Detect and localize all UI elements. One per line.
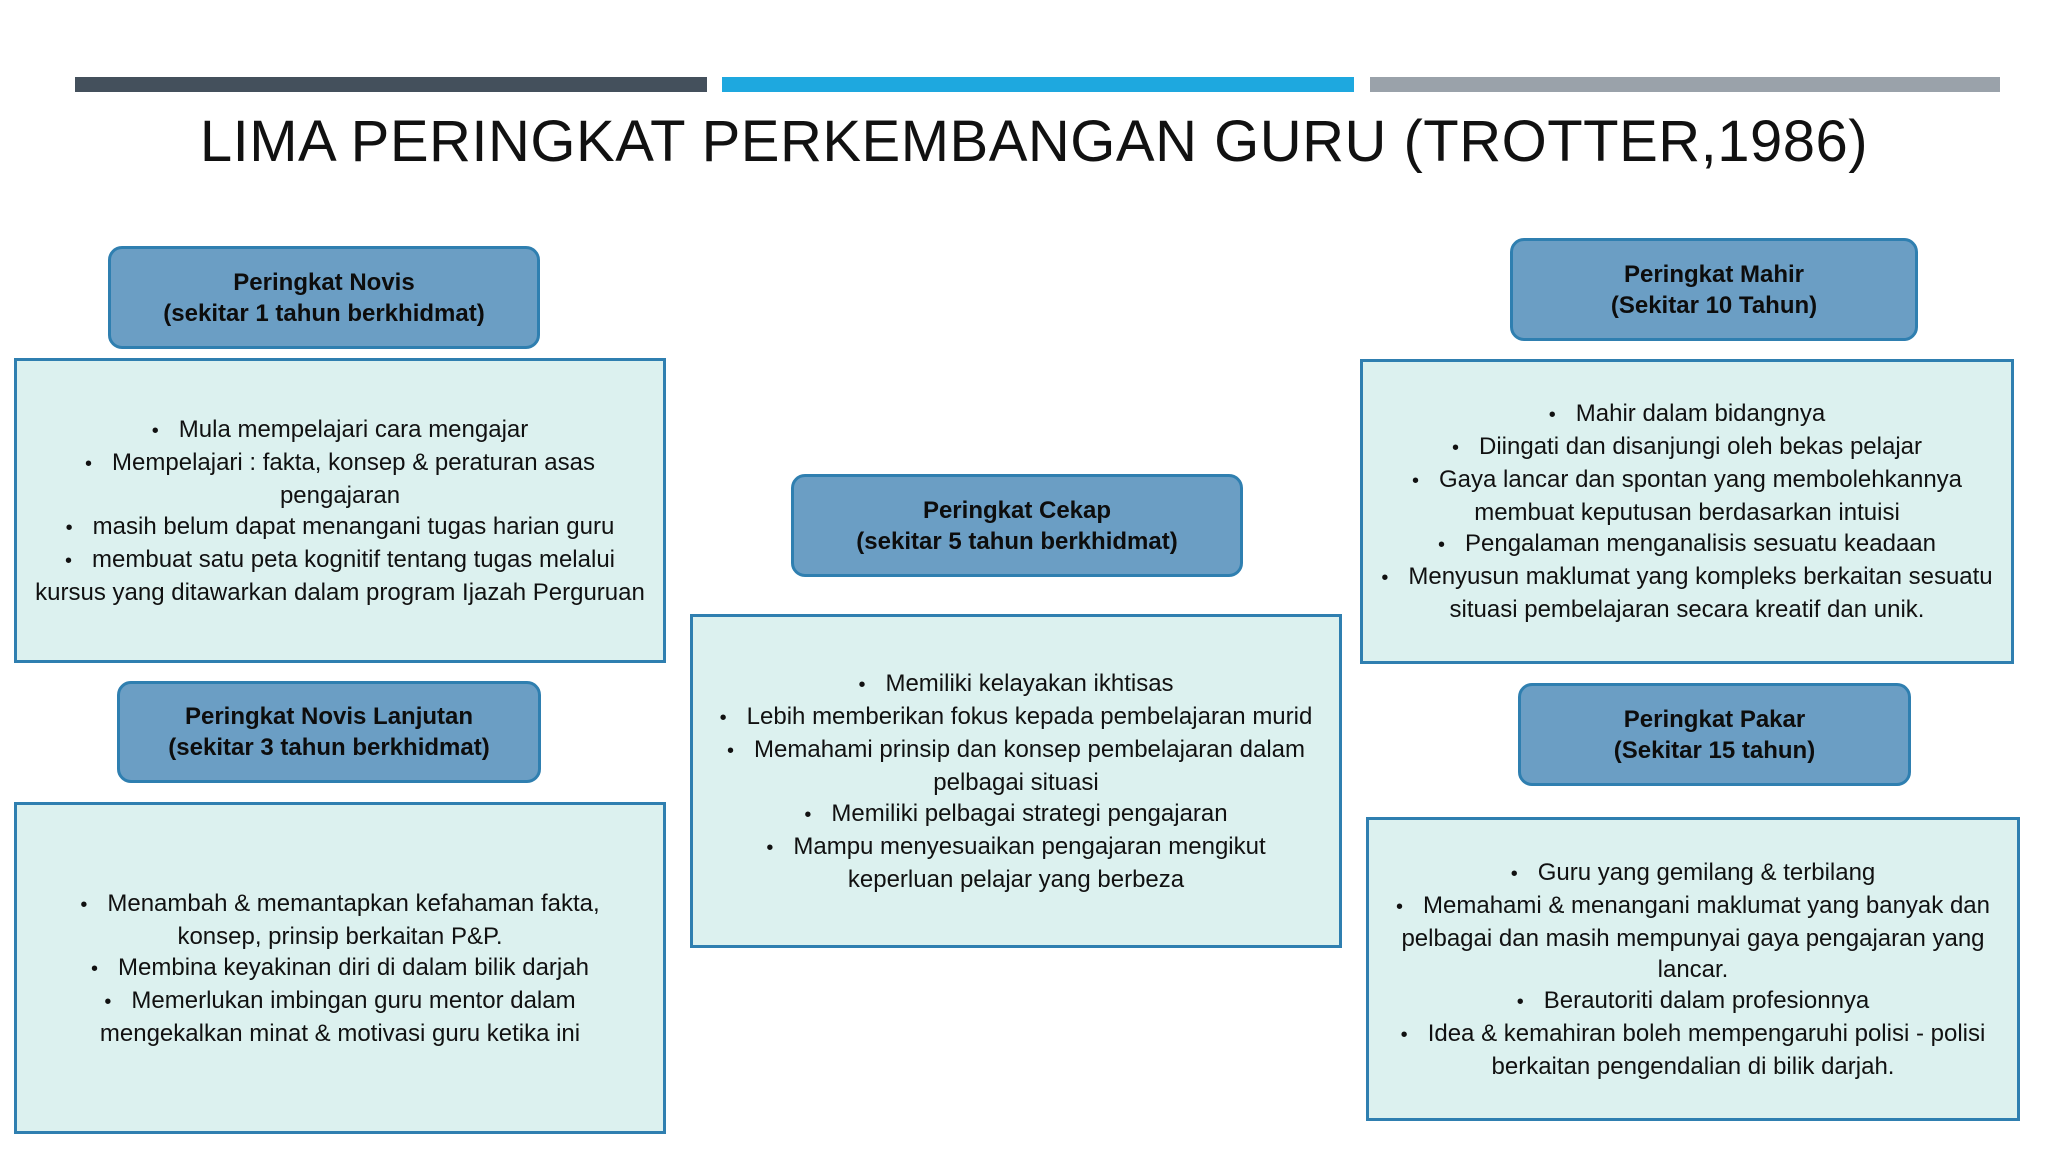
- bullet-point: • Membina keyakinan diri di dalam bilik darjah: [35, 952, 645, 985]
- stage-duration: (Sekitar 15 tahun): [1613, 736, 1816, 764]
- bullet-point: • Diingati dan disanjungi oleh bekas pelajar: [1381, 431, 1993, 464]
- bullet-point: • Memahami & menangani maklumat yang banyak dan pelbagai dan masih mempunyai gaya pengajaran yang lancar.: [1387, 890, 1999, 985]
- bullet-point: • Memiliki kelayakan ikhtisas: [711, 668, 1321, 701]
- bullet-list: [35, 414, 645, 608]
- stage-header-pakar: [1518, 683, 1911, 786]
- stage-content-cekap: [690, 614, 1342, 948]
- bullet-list: [35, 888, 645, 1049]
- bullet-point: • Menyusun maklumat yang kompleks berkaitan sesuatu situasi pembelajaran secara kreatif dan unik.: [1381, 561, 1993, 625]
- bullet-point: • Memiliki pelbagai strategi pengajaran: [711, 798, 1321, 831]
- bullet-point: • Mempelajari : fakta, konsep & peraturan asas pengajaran: [35, 447, 645, 511]
- stage-content-novis-lanjutan: [14, 802, 666, 1134]
- stage-content-mahir: [1360, 359, 2014, 664]
- bullet-point: • Mula mempelajari cara mengajar: [35, 414, 645, 447]
- stage-title: Peringkat Cekap: [922, 496, 1112, 524]
- bullet-list: [711, 668, 1321, 895]
- bullet-list: [1381, 398, 1993, 625]
- stage-title: Peringkat Novis Lanjutan: [184, 703, 474, 730]
- stage-title: Peringkat Mahir: [1623, 260, 1805, 288]
- stage-content-pakar: [1366, 817, 2020, 1121]
- bullet-point: • membuat satu peta kognitif tentang tugas melalui kursus yang ditawarkan dalam program Ijazah Perguruan: [35, 544, 645, 608]
- bullet-point: • Guru yang gemilang & terbilang: [1387, 857, 1999, 890]
- stage-header-mahir: [1510, 238, 1918, 341]
- stage-header-novis-lanjutan: [117, 681, 541, 783]
- bullet-point: • Gaya lancar dan spontan yang membolehkannya membuat keputusan berdasarkan intuisi: [1381, 464, 1993, 528]
- bullet-point: • Pengalaman menganalisis sesuatu keadaan: [1381, 528, 1993, 561]
- stage-header-novis: [108, 246, 540, 349]
- bullet-point: • masih belum dapat menangani tugas harian guru: [35, 511, 645, 544]
- stage-title: Peringkat Novis: [233, 268, 415, 296]
- accent-bar-dark: [75, 77, 707, 92]
- accent-bar-blue: [722, 77, 1354, 92]
- stage-duration: (sekitar 1 tahun berkhidmat): [163, 299, 485, 327]
- bullet-point: • Mampu menyesuaikan pengajaran mengikut keperluan pelajar yang berbeza: [711, 831, 1321, 895]
- bullet-point: • Menambah & memantapkan kefahaman fakta, konsep, prinsip berkaitan P&P.: [35, 888, 645, 952]
- stage-header-cekap: [791, 474, 1243, 577]
- bullet-point: • Mahir dalam bidangnya: [1381, 398, 1993, 431]
- stage-duration: (sekitar 3 tahun berkhidmat): [168, 734, 490, 761]
- stage-duration: (sekitar 5 tahun berkhidmat): [856, 527, 1178, 555]
- accent-bar-grey: [1370, 77, 2000, 92]
- stage-title: Peringkat Pakar: [1623, 705, 1806, 733]
- stage-duration: (Sekitar 10 Tahun): [1610, 291, 1818, 319]
- bullet-point: • Idea & kemahiran boleh mempengaruhi polisi - polisi berkaitan pengendalian di bilik darjah.: [1387, 1018, 1999, 1082]
- bullet-point: • Lebih memberikan fokus kepada pembelajaran murid: [711, 701, 1321, 734]
- bullet-point: • Memerlukan imbingan guru mentor dalam mengekalkan minat & motivasi guru ketika ini: [35, 985, 645, 1049]
- bullet-point: • Memahami prinsip dan konsep pembelajaran dalam pelbagai situasi: [711, 734, 1321, 798]
- stage-content-novis: [14, 358, 666, 663]
- slide-title: LIMA PERINGKAT PERKEMBANGAN GURU (TROTTER,1986): [199, 109, 1869, 174]
- bullet-list: [1387, 857, 1999, 1082]
- bullet-point: • Berautoriti dalam profesionnya: [1387, 985, 1999, 1018]
